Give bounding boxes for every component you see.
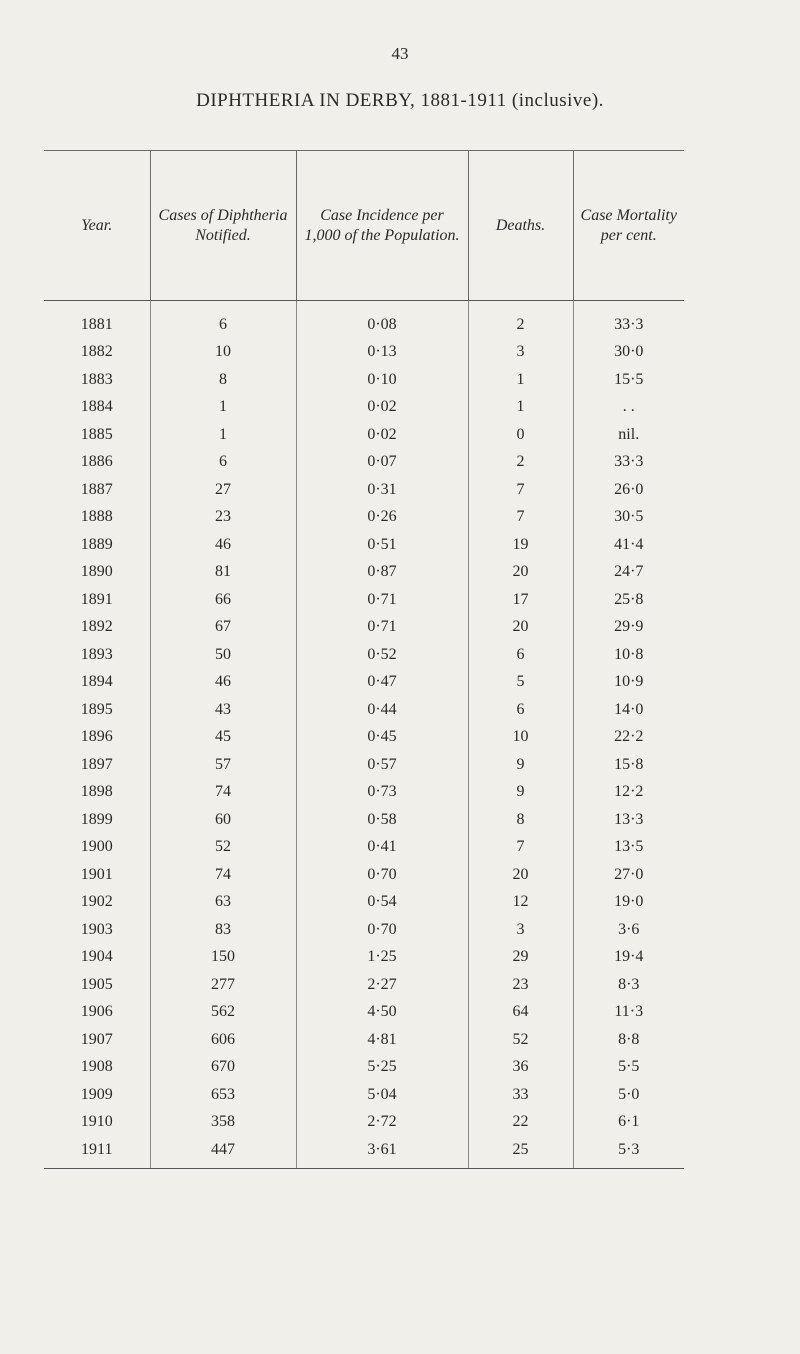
deaths-cell: 5 (468, 669, 573, 697)
year-cell: 1887 (80, 480, 113, 498)
mortality-cell: 22·2 (573, 724, 684, 752)
year-cell: 1896 (80, 728, 113, 746)
mortality-cell: 12·2 (573, 779, 684, 807)
mortality-cell: 33·3 (573, 449, 684, 477)
deaths-cell: 3 (468, 916, 573, 944)
incidence-cell: 4·50 (296, 999, 468, 1027)
table-row (44, 394, 684, 422)
table-row (44, 971, 684, 999)
cases-cell: 67 (150, 614, 296, 642)
incidence-cell: 0·54 (296, 889, 468, 917)
mortality-cell: 41·4 (573, 531, 684, 559)
cases-cell: 27 (150, 476, 296, 504)
cases-cell: 74 (150, 861, 296, 889)
table-row (44, 696, 684, 724)
incidence-cell: 0·26 (296, 504, 468, 532)
page-number: 43 (391, 44, 409, 63)
cases-cell: 52 (150, 834, 296, 862)
incidence-cell: 0·02 (296, 421, 468, 449)
deaths-cell: 2 (468, 301, 573, 339)
table-row (44, 669, 684, 697)
mortality-cell: . . (573, 394, 684, 422)
year-cell: 1911 (44, 1136, 150, 1168)
cases-cell: 81 (150, 559, 296, 587)
header-cases-notified: Cases of Diphtheria Notified. (150, 151, 296, 301)
year-cell: 1904 (80, 948, 113, 966)
deaths-cell: 2 (468, 449, 573, 477)
incidence-cell: 0·07 (296, 449, 468, 477)
incidence-cell: 0·70 (296, 916, 468, 944)
table-row (44, 944, 684, 972)
incidence-cell: 0·52 (296, 641, 468, 669)
mortality-cell: 5·5 (573, 1054, 684, 1082)
header-case-mortality: Case Mortality per cent. (573, 151, 684, 301)
year-cell: 1886 (80, 453, 113, 471)
deaths-cell: 20 (468, 559, 573, 587)
mortality-cell: 10·8 (573, 641, 684, 669)
mortality-cell: 8·3 (573, 971, 684, 999)
year-cell: 1884 (80, 398, 113, 416)
cases-cell: 57 (150, 751, 296, 779)
cases-cell: 277 (150, 971, 296, 999)
table-body (44, 301, 684, 1169)
mortality-cell: 25·8 (573, 586, 684, 614)
cases-cell: 74 (150, 779, 296, 807)
deaths-cell: 6 (468, 641, 573, 669)
year-cell: 1901 (80, 865, 113, 883)
deaths-cell: 20 (468, 861, 573, 889)
cases-cell: 10 (150, 339, 296, 367)
mortality-cell: 24·7 (573, 559, 684, 587)
table-header-row (44, 151, 684, 301)
year-cell: 1898 (80, 783, 113, 801)
incidence-cell: 0·73 (296, 779, 468, 807)
table-row (44, 834, 684, 862)
cases-cell: 6 (150, 449, 296, 477)
table-row (44, 641, 684, 669)
cases-cell: 1 (150, 421, 296, 449)
cases-cell: 45 (150, 724, 296, 752)
year-cell: 1881 (80, 315, 113, 333)
table-row (44, 1136, 684, 1168)
deaths-cell: 64 (468, 999, 573, 1027)
cases-cell: 23 (150, 504, 296, 532)
deaths-cell: 3 (468, 339, 573, 367)
year-cell: 1893 (80, 645, 113, 663)
cases-cell: 63 (150, 889, 296, 917)
deaths-cell: 9 (468, 751, 573, 779)
table-row (44, 751, 684, 779)
table-row (44, 586, 684, 614)
mortality-cell: 5·3 (573, 1136, 684, 1168)
deaths-cell: 22 (468, 1109, 573, 1137)
incidence-cell: 0·47 (296, 669, 468, 697)
mortality-cell: 5·0 (573, 1081, 684, 1109)
mortality-cell: 30·0 (573, 339, 684, 367)
mortality-cell: 19·4 (573, 944, 684, 972)
mortality-cell: 6·1 (573, 1109, 684, 1137)
table-row (44, 421, 684, 449)
mortality-cell: nil. (573, 421, 684, 449)
incidence-cell: 0·58 (296, 806, 468, 834)
cases-cell: 447 (150, 1136, 296, 1168)
cases-cell: 43 (150, 696, 296, 724)
year-cell: 1889 (80, 535, 113, 553)
table-row (44, 861, 684, 889)
deaths-cell: 7 (468, 834, 573, 862)
deaths-cell: 17 (468, 586, 573, 614)
year-cell: 1888 (80, 508, 113, 526)
year-cell: 1891 (80, 590, 113, 608)
year-cell: 1902 (80, 893, 113, 911)
cases-cell: 6 (150, 301, 296, 339)
year-cell: 1899 (80, 810, 113, 828)
mortality-cell: 15·5 (573, 366, 684, 394)
cases-cell: 653 (150, 1081, 296, 1109)
cases-cell: 60 (150, 806, 296, 834)
table-row (44, 449, 684, 477)
table-row (44, 366, 684, 394)
deaths-cell: 10 (468, 724, 573, 752)
page-title: DIPHTHERIA IN DERBY, 1881-1911 (inclusive). (196, 90, 604, 111)
cases-cell: 358 (150, 1109, 296, 1137)
deaths-cell: 1 (468, 366, 573, 394)
table-row (44, 1081, 684, 1109)
deaths-cell: 23 (468, 971, 573, 999)
mortality-cell: 26·0 (573, 476, 684, 504)
deaths-cell: 6 (468, 696, 573, 724)
incidence-cell: 2·72 (296, 1109, 468, 1137)
deaths-cell: 25 (468, 1136, 573, 1168)
cases-cell: 150 (150, 944, 296, 972)
cases-cell: 66 (150, 586, 296, 614)
table-row (44, 779, 684, 807)
table-row (44, 1109, 684, 1137)
mortality-cell: 15·8 (573, 751, 684, 779)
year-cell: 1885 (80, 425, 113, 443)
incidence-cell: 0·45 (296, 724, 468, 752)
deaths-cell: 7 (468, 476, 573, 504)
incidence-cell: 2·27 (296, 971, 468, 999)
deaths-cell: 29 (468, 944, 573, 972)
table-row (44, 724, 684, 752)
incidence-cell: 0·02 (296, 394, 468, 422)
deaths-cell: 52 (468, 1026, 573, 1054)
deaths-cell: 1 (468, 394, 573, 422)
cases-cell: 83 (150, 916, 296, 944)
year-cell: 1883 (80, 370, 113, 388)
year-cell: 1905 (80, 975, 113, 993)
table-row (44, 1054, 684, 1082)
mortality-cell: 19·0 (573, 889, 684, 917)
cases-cell: 8 (150, 366, 296, 394)
table-row (44, 1026, 684, 1054)
year-cell: 1894 (80, 673, 113, 691)
deaths-cell: 36 (468, 1054, 573, 1082)
table-row (44, 614, 684, 642)
year-cell: 1907 (80, 1030, 113, 1048)
year-cell: 1906 (80, 1003, 113, 1021)
mortality-cell: 14·0 (573, 696, 684, 724)
table-row (44, 889, 684, 917)
table-row (44, 476, 684, 504)
incidence-cell: 0·31 (296, 476, 468, 504)
mortality-cell: 29·9 (573, 614, 684, 642)
header-case-incidence: Case Incidence per 1,000 of the Population. (296, 151, 468, 301)
incidence-cell: 0·70 (296, 861, 468, 889)
incidence-cell: 4·81 (296, 1026, 468, 1054)
incidence-cell: 0·08 (296, 301, 468, 339)
mortality-cell: 30·5 (573, 504, 684, 532)
year-cell: 1908 (80, 1058, 113, 1076)
incidence-cell: 0·71 (296, 586, 468, 614)
deaths-cell: 7 (468, 504, 573, 532)
year-cell: 1910 (80, 1113, 113, 1131)
cases-cell: 1 (150, 394, 296, 422)
diphtheria-table-container (44, 150, 684, 1169)
year-cell: 1892 (80, 618, 113, 636)
deaths-cell: 9 (468, 779, 573, 807)
cases-cell: 606 (150, 1026, 296, 1054)
mortality-cell: 13·5 (573, 834, 684, 862)
year-cell: 1895 (80, 700, 113, 718)
mortality-cell: 3·6 (573, 916, 684, 944)
cases-cell: 46 (150, 531, 296, 559)
mortality-cell: 13·3 (573, 806, 684, 834)
incidence-cell: 0·13 (296, 339, 468, 367)
year-cell: 1897 (80, 755, 113, 773)
mortality-cell: 10·9 (573, 669, 684, 697)
mortality-cell: 27·0 (573, 861, 684, 889)
cases-cell: 50 (150, 641, 296, 669)
deaths-cell: 20 (468, 614, 573, 642)
table-row (44, 301, 684, 339)
header-deaths: Deaths. (468, 151, 573, 301)
year-cell: 1890 (80, 563, 113, 581)
incidence-cell: 1·25 (296, 944, 468, 972)
deaths-cell: 19 (468, 531, 573, 559)
year-cell: 1903 (80, 920, 113, 938)
mortality-cell: 11·3 (573, 999, 684, 1027)
mortality-cell: 33·3 (573, 301, 684, 339)
incidence-cell: 0·51 (296, 531, 468, 559)
cases-cell: 46 (150, 669, 296, 697)
incidence-cell: 5·25 (296, 1054, 468, 1082)
deaths-cell: 8 (468, 806, 573, 834)
year-cell: 1909 (80, 1085, 113, 1103)
incidence-cell: 0·44 (296, 696, 468, 724)
mortality-cell: 8·8 (573, 1026, 684, 1054)
table-row (44, 339, 684, 367)
table-row (44, 504, 684, 532)
incidence-cell: 0·71 (296, 614, 468, 642)
incidence-cell: 0·41 (296, 834, 468, 862)
deaths-cell: 0 (468, 421, 573, 449)
deaths-cell: 12 (468, 889, 573, 917)
incidence-cell: 0·57 (296, 751, 468, 779)
incidence-cell: 3·61 (296, 1136, 468, 1168)
table-row (44, 916, 684, 944)
header-year: Year. (44, 151, 150, 301)
diphtheria-table (44, 150, 684, 1169)
cases-cell: 562 (150, 999, 296, 1027)
incidence-cell: 0·87 (296, 559, 468, 587)
table-row (44, 806, 684, 834)
table-row (44, 559, 684, 587)
table-row (44, 531, 684, 559)
year-cell: 1900 (80, 838, 113, 856)
cases-cell: 670 (150, 1054, 296, 1082)
deaths-cell: 33 (468, 1081, 573, 1109)
incidence-cell: 0·10 (296, 366, 468, 394)
year-cell: 1882 (80, 343, 113, 361)
table-row (44, 999, 684, 1027)
incidence-cell: 5·04 (296, 1081, 468, 1109)
